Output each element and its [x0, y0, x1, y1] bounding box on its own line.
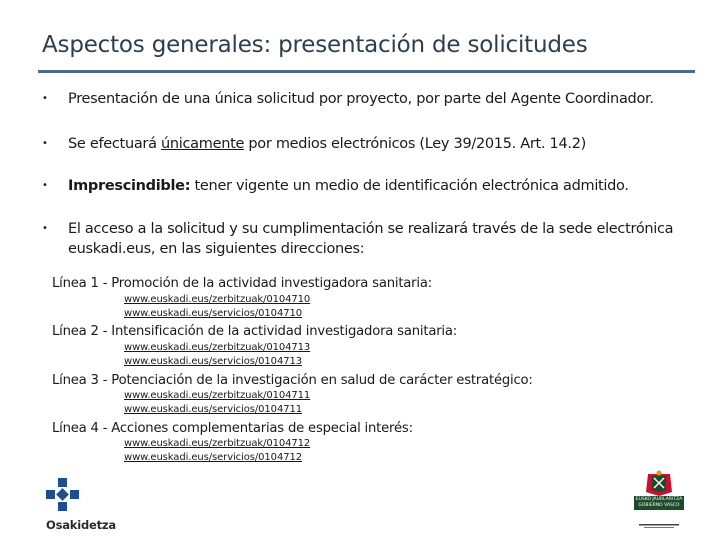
- line-1-link-servicios[interactable]: www.euskadi.eus/servicios/0104710: [124, 308, 302, 319]
- bullet-text: El acceso a la solicitud y su cumplimentación se realizará través de la sede electrónica euskadi.eus, en las siguientes direcciones:: [68, 221, 674, 257]
- line-2-link-zerbitzuak[interactable]: www.euskadi.eus/zerbitzuak/0104713: [124, 342, 311, 353]
- line-4-link-zerbitzuak[interactable]: www.euskadi.eus/zerbitzuak/0104712: [124, 438, 311, 449]
- bullet-text: [68, 134, 586, 154]
- line-2-heading: Línea 2 - Intensificación de la actividad investigadora sanitaria:: [52, 324, 458, 339]
- bullet-text-post: por medios electrónicos (Ley 39/2015. Art. 14.2): [244, 136, 587, 152]
- bullet-marker: •: [42, 138, 48, 149]
- line-4-heading: Línea 4 - Acciones complementarias de especial interés:: [52, 421, 413, 436]
- bullet-text-pre: Se efectuará: [68, 136, 161, 152]
- bullet-text-bold: Imprescindible:: [68, 178, 191, 194]
- line-1-heading: Línea 1 - Promoción de la actividad investigadora sanitaria:: [52, 276, 432, 291]
- page-title: Aspectos generales: presentación de solicitudes: [42, 32, 588, 58]
- bullet-text: Presentación de una única solicitud por proyecto, por parte del Agente Coordinador.: [68, 91, 654, 107]
- line-2-link-servicios[interactable]: www.euskadi.eus/servicios/0104713: [124, 356, 302, 367]
- bullet-text-underlined: únicamente: [160, 136, 245, 152]
- osakidetza-logo-icon: [46, 478, 80, 512]
- gobierno-vasco-lettering: EUSKO JAURLARITZA GOBIERNO VASCO: [635, 497, 683, 508]
- bullet-text: [68, 176, 629, 196]
- bullet-text-post: tener vigente un medio de identificación electrónica admitido.: [190, 178, 629, 194]
- line-4-link-servicios[interactable]: www.euskadi.eus/servicios/0104712: [124, 452, 302, 463]
- bullet-marker: •: [42, 223, 48, 234]
- bullet-marker: •: [42, 93, 48, 104]
- bullet-marker: •: [42, 180, 48, 191]
- osakidetza-name: Osakidetza: [46, 518, 116, 532]
- line-3-link-zerbitzuak[interactable]: www.euskadi.eus/zerbitzuak/0104711: [124, 390, 311, 401]
- line-3-link-servicios[interactable]: www.euskadi.eus/servicios/0104711: [124, 404, 302, 415]
- line-3-heading: Línea 3 - Potenciación de la investigación en salud de carácter estratégico:: [52, 373, 533, 388]
- line-1-link-zerbitzuak[interactable]: www.euskadi.eus/zerbitzuak/0104710: [124, 294, 311, 305]
- title-rule: [38, 70, 695, 73]
